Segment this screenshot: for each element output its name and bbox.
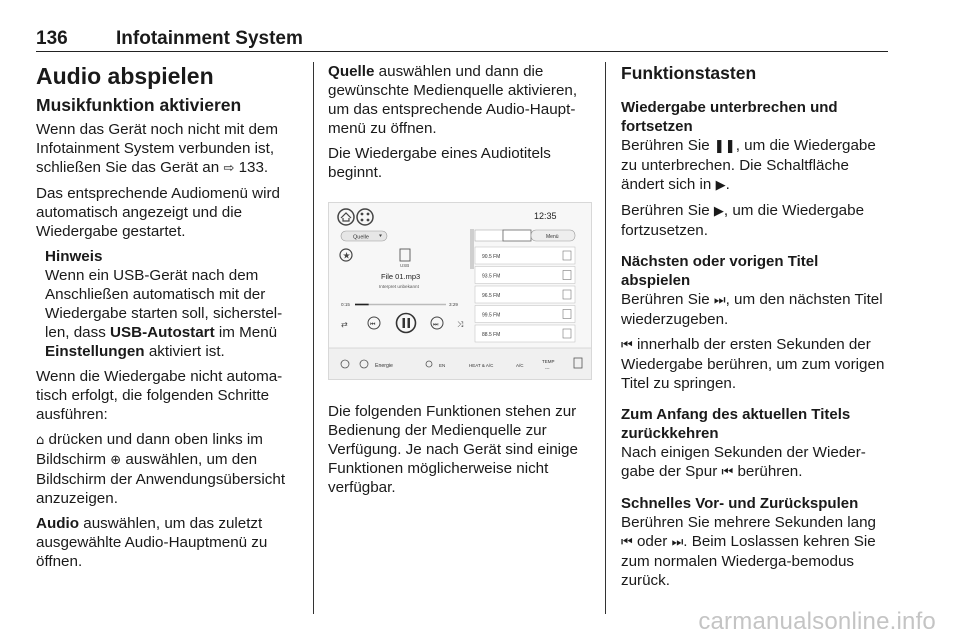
page-reference-icon: ⇨ bbox=[223, 161, 235, 176]
page-number: 136 bbox=[36, 28, 68, 49]
note-box bbox=[36, 247, 300, 361]
home-icon: ⌂ bbox=[36, 433, 45, 448]
column-divider bbox=[605, 62, 606, 614]
paragraph: Audio auswählen, um das zuletzt ausgewählte Audio-Hauptmenü zu öffnen. bbox=[36, 515, 268, 570]
subsection-title: Schnelles Vor- und Zurückspulen bbox=[621, 495, 859, 512]
page-header bbox=[36, 28, 888, 52]
source-button-label: Quelle bbox=[353, 234, 369, 241]
next-track-icon: ⏭ bbox=[671, 535, 684, 550]
paragraph: Berühren Sie ▶, um die Wiedergabe fortzusetzen. bbox=[621, 202, 865, 239]
svg-text:A/C: A/C bbox=[516, 363, 524, 368]
paragraph: Die Wiedergabe eines Audiotitels beginnt. bbox=[328, 145, 551, 181]
subsection-title: Zum Anfang des aktuellen Titels zurückkehren bbox=[621, 406, 851, 442]
column-right bbox=[621, 62, 887, 596]
apps-icon: ⊕ bbox=[110, 453, 122, 468]
paragraph: Wenn die Wiedergabe nicht automa-tisch erfolgt, die folgenden Schritte ausführen: bbox=[36, 368, 283, 423]
tab-music bbox=[503, 230, 531, 241]
menu-label: Menü bbox=[546, 234, 559, 240]
previous-track-icon: ⏮ bbox=[721, 465, 734, 480]
track-artist: Interpret unbekannt bbox=[379, 284, 419, 289]
next-track-icon: ⏭ bbox=[713, 293, 726, 308]
subsection-title: Wiedergabe unterbrechen und fortsetzen bbox=[621, 99, 838, 135]
svg-text:TEMP: TEMP bbox=[542, 359, 555, 364]
station-label: 88.5 FM bbox=[482, 332, 501, 338]
previous-track-icon: ⏮ bbox=[621, 338, 633, 353]
usb-label: USB bbox=[400, 263, 410, 268]
paragraph: Quelle auswählen und dann die gewünschte Medienquelle aktivieren, um das entsprechende Audio-Haupt-menü zu öffnen. bbox=[328, 63, 578, 137]
watermark: carmanualsonline.info bbox=[698, 608, 936, 635]
svg-text:EN: EN bbox=[439, 363, 446, 368]
station-label: 93.5 FM bbox=[482, 273, 501, 280]
paragraph: ⌂ drücken und dann oben links im Bildschirm ⊕ auswählen, um den Bildschirm der Anwendungsübersicht anzuzeigen. bbox=[36, 431, 286, 507]
svg-text:⏮: ⏮ bbox=[370, 322, 376, 328]
section-title: Funktionstasten bbox=[621, 63, 757, 83]
elapsed-time: 0:15 bbox=[341, 302, 350, 307]
column-divider bbox=[313, 62, 314, 614]
paragraph: ⏮ innerhalb der ersten Sekunden der Wiedergabe berühren, um zum vorigen Titel zu springen. bbox=[621, 336, 885, 392]
play-icon: ▶ bbox=[715, 178, 726, 193]
subsection-title: Nächsten oder vorigen Titel abspielen bbox=[621, 253, 819, 289]
svg-text:HEAT & A/C: HEAT & A/C bbox=[469, 363, 494, 368]
svg-text:⏭: ⏭ bbox=[433, 322, 439, 328]
paragraph: Berühren Sie mehrere Sekunden lang ⏮ oder ⏭. Beim Loslassen kehren Sie zum normalen Wiederga-bemodus zurück. bbox=[621, 514, 876, 589]
note-title: Hinweis bbox=[45, 248, 103, 265]
station-label: 90.5 FM bbox=[482, 254, 501, 260]
tab-list bbox=[475, 230, 503, 241]
paragraph: Nach einigen Sekunden der Wieder-gabe der Spur ⏮ berühren. bbox=[621, 444, 866, 480]
column-left bbox=[36, 62, 300, 577]
shuffle-icon: ⤨ bbox=[457, 320, 464, 329]
page-header-title: Infotainment System bbox=[116, 28, 303, 49]
subsection-title: Musikfunktion aktivieren bbox=[36, 95, 242, 115]
column-middle bbox=[328, 62, 592, 503]
svg-text:★: ★ bbox=[342, 250, 351, 261]
svg-text:---: --- bbox=[545, 366, 550, 371]
infotainment-screen-image bbox=[328, 202, 592, 380]
section-title: Audio abspielen bbox=[36, 63, 214, 89]
note-text: Wenn ein USB-Gerät nach dem Anschließen automatisch mit der Wiedergabe starten soll, sicherstel-len, dass USB-Autostart im Menü Einstellungen aktiviert ist. bbox=[45, 267, 283, 360]
play-icon: ▶ bbox=[713, 204, 724, 219]
paragraph: Die folgenden Funktionen stehen zur Bedienung der Medienquelle zur Verfügung. Je nach Gerät sind einige Funktionen möglicherweise nicht verfügbar. bbox=[328, 403, 578, 496]
screen-time: 12:35 bbox=[534, 211, 557, 221]
total-time: 3:29 bbox=[449, 302, 458, 307]
station-list bbox=[475, 247, 575, 342]
repeat-icon: ⇄ bbox=[341, 320, 348, 329]
previous-track-icon: ⏮ bbox=[621, 535, 633, 550]
page-reference[interactable]: 133. bbox=[238, 159, 269, 176]
infotainment-screen-drawing bbox=[329, 203, 591, 379]
paragraph: Berühren Sie ⏭, um den nächsten Titel wiederzugeben. bbox=[621, 291, 883, 328]
station-label: 96.5 FM bbox=[482, 293, 501, 299]
station-label: 99.5 FM bbox=[482, 312, 501, 319]
paragraph: Wenn das Gerät noch nicht mit dem Infotainment System verbunden ist, schließen Sie das Gerät an ⇨ 133. bbox=[36, 121, 278, 176]
energy-label: Energie bbox=[375, 363, 393, 369]
paragraph: Berühren Sie ❚❚, um die Wiedergabe zu unterbrechen. Die Schaltfläche ändert sich in ▶. bbox=[621, 137, 876, 193]
paragraph: Das entsprechende Audiomenü wird automatisch angezeigt und die Wiedergabe gestartet. bbox=[36, 185, 280, 240]
track-title: File 01.mp3 bbox=[381, 272, 421, 281]
pause-icon: ❚❚ bbox=[713, 139, 736, 154]
